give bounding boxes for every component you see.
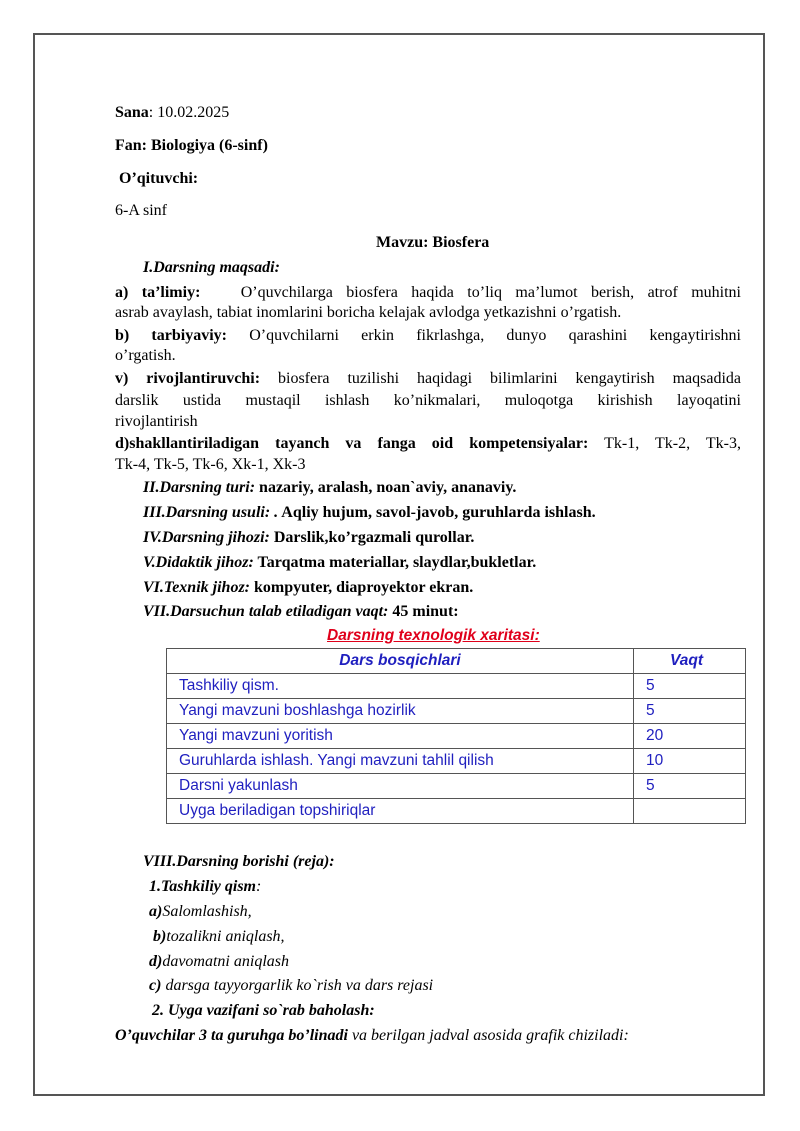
subject-line: Fan: Biologiya (6-sinf) [115, 137, 268, 154]
table-row [167, 749, 746, 774]
table-row [167, 799, 746, 824]
organizational-part: 1.Tashkiliy qism: [149, 878, 262, 895]
plan-item-a: a)Salomlashish, [149, 903, 252, 920]
lesson-type: II.Darsning turi: nazariy, aralash, noan`aviy, ananaviy. [143, 479, 517, 496]
technical-equipment: VI.Texnik jihoz: kompyuter, diaproyektor ekran. [143, 579, 474, 596]
table-row [167, 724, 746, 749]
objective-d-line1: d)shakllantiriladigan tayanch va fanga oid kompetensiyalar: Tk-1, Tk-2, Tk-3, [115, 435, 741, 452]
tech-map-table [166, 648, 746, 824]
lesson-method: III.Darsning usuli: . Aqliy hujum, savol-javob, guruhlarda ishlash. [143, 504, 596, 521]
objective-a-line2: asrab avaylash, tabiat inomlarini boricha kelajak avlodga yetkazishni o’rgatish. [115, 304, 622, 321]
didactic-equipment: V.Didaktik jihoz: Tarqatma materiallar, slaydlar,bukletlar. [143, 554, 537, 571]
time-cell: 5 [634, 674, 746, 699]
objective-d-line2: Tk-4, Tk-5, Tk-6, Xk-1, Xk-3 [115, 456, 306, 473]
objectives-heading: I.Darsning maqsadi: [143, 259, 280, 276]
objective-a-line1: a) ta’limiy: O’quvchilarga biosfera haqida to’liq ma’lumot berish, atrof muhitni [115, 284, 741, 301]
plan-item-c: c) darsga tayyorgarlik ko`rish va dars rejasi [149, 977, 434, 994]
date-line: Sana: 10.02.2025 [115, 104, 230, 121]
objective-v-line2: darslik ustida mustaqil ishlash ko’nikmalari, muloqotga kirishish layoqatini [115, 392, 741, 409]
stage-cell: Yangi mavzuni yoritish [167, 724, 634, 749]
table-header-time: Vaqt [634, 649, 746, 674]
table-row [167, 699, 746, 724]
plan-item-d: d)davomatni aniqlash [149, 953, 289, 970]
lesson-time: VII.Darsuchun talab etiladigan vaqt: 45 minut: [143, 603, 459, 620]
table-header-stages: Dars bosqichlari [167, 649, 634, 674]
stage-cell: Guruhlarda ishlash. Yangi mavzuni tahlil qilish [167, 749, 634, 774]
time-cell [634, 799, 746, 824]
table-row [167, 774, 746, 799]
class-line: 6-A sinf [115, 202, 167, 219]
time-cell: 20 [634, 724, 746, 749]
lesson-plan-heading: VIII.Darsning borishi (reja): [143, 853, 335, 870]
teacher-line: O’qituvchi: [119, 170, 199, 187]
topic-title: Mavzu: Biosfera [376, 234, 490, 251]
lesson-equipment: IV.Darsning jihozi: Darslik,ko’rgazmali qurollar. [143, 529, 475, 546]
table-header-row [167, 649, 746, 674]
homework-check: 2. Uyga vazifani so`rab baholash: [152, 1002, 375, 1019]
time-cell: 5 [634, 774, 746, 799]
plan-item-b: b)tozalikni aniqlash, [153, 928, 285, 945]
group-instruction: O’quvchilar 3 ta guruhga bo’linadi va berilgan jadval asosida grafik chiziladi: [115, 1027, 629, 1044]
stage-cell: Yangi mavzuni boshlashga hozirlik [167, 699, 634, 724]
objective-b-line2: o’rgatish. [115, 347, 176, 364]
objective-b-line1: b) tarbiyaviy: O’quvchilarni erkin fikrlashga, dunyo qarashini kengaytirishni [115, 327, 741, 344]
stage-cell: Darsni yakunlash [167, 774, 634, 799]
objective-v-line3: rivojlantirish [115, 413, 198, 430]
table-row [167, 674, 746, 699]
stage-cell: Uyga beriladigan topshiriqlar [167, 799, 634, 824]
stage-cell: Tashkiliy qism. [167, 674, 634, 699]
objective-v-line1: v) rivojlantiruvchi: biosfera tuzilishi haqidagi bilimlarini kengaytirish maqsadida [115, 370, 741, 387]
tech-map-title: Darsning texnologik xaritasi: [327, 627, 540, 644]
time-cell: 10 [634, 749, 746, 774]
time-cell: 5 [634, 699, 746, 724]
